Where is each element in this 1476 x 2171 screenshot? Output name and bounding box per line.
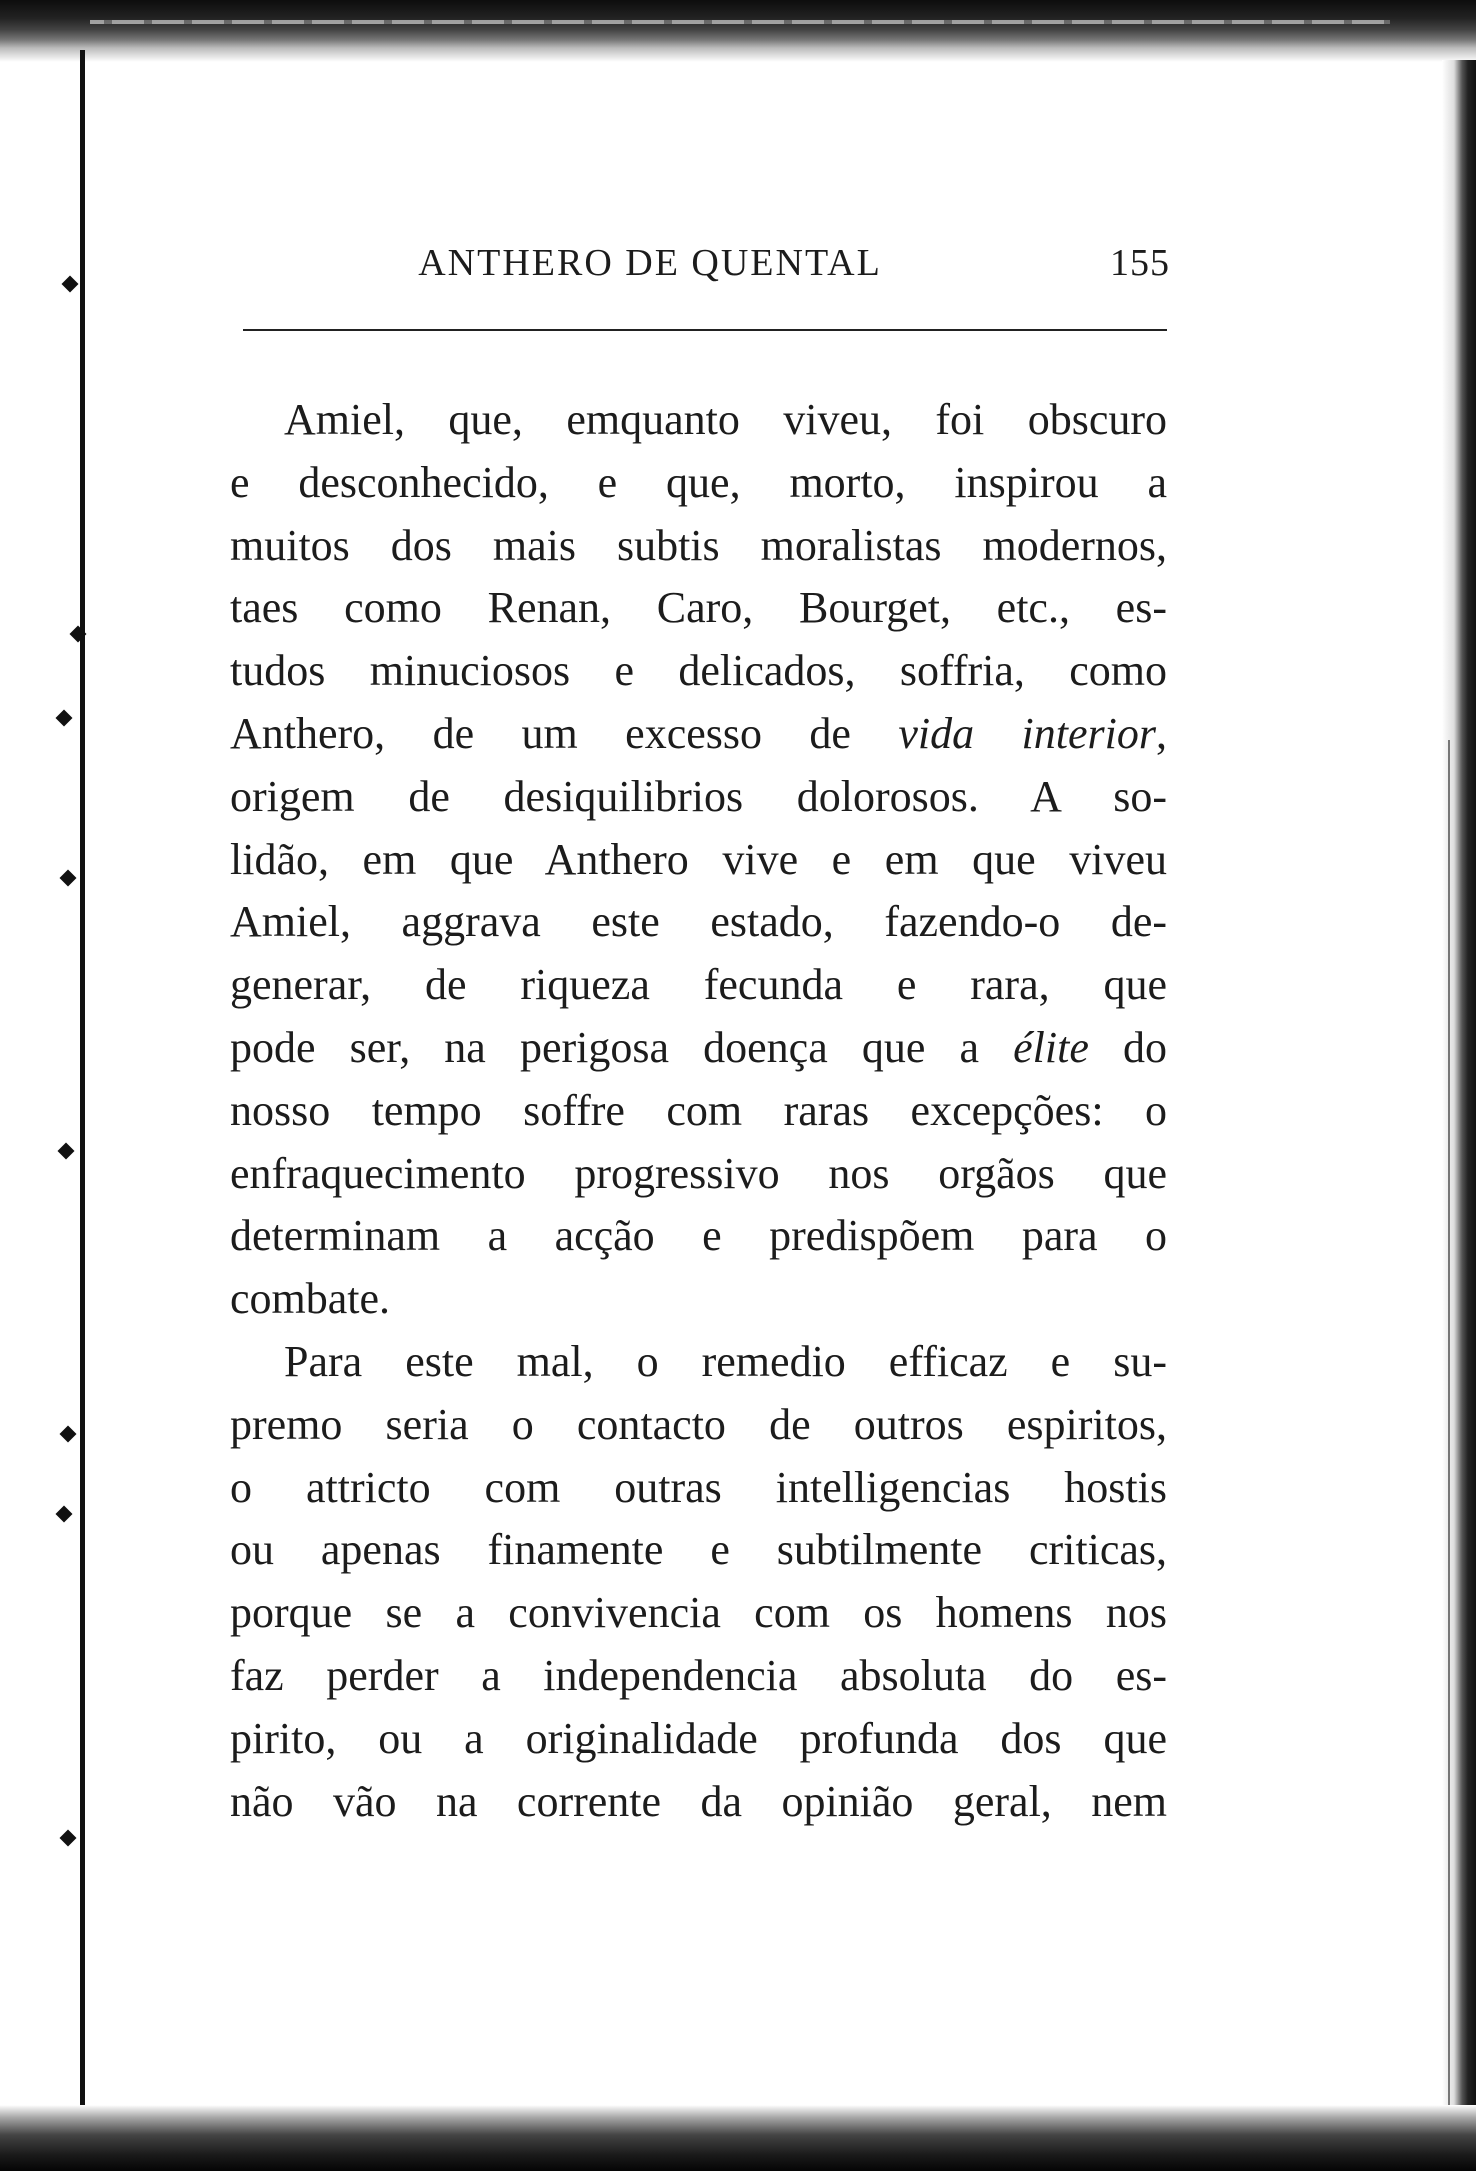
margin-mark	[56, 1506, 73, 1523]
text-line: generar, de riqueza fecunda e rara, que	[230, 960, 1167, 1010]
text-line: e desconhecido, e que, morto, inspirou a	[230, 457, 1167, 507]
text-line: determinam a acção e predispõem para o	[230, 1211, 1167, 1261]
margin-mark	[60, 1426, 77, 1443]
margin-mark	[56, 710, 73, 727]
scan-right-inner-line	[1448, 740, 1450, 2110]
text-line: premo seria o contacto de outros espiritos,	[230, 1399, 1167, 1449]
running-head	[230, 237, 1170, 289]
margin-mark	[58, 1143, 75, 1160]
text-line: Amiel, aggrava este estado, fazendo-o de-	[230, 897, 1167, 947]
margin-mark	[60, 870, 77, 887]
italic-word: élite	[1013, 1022, 1089, 1072]
text-line: o attricto com outras intelligencias hostis	[230, 1462, 1167, 1512]
page-number: 155	[1110, 242, 1170, 284]
text-line: porque se a convivencia com os homens nos	[230, 1588, 1167, 1638]
text-line: nosso tempo soffre com raras excepções: o	[230, 1085, 1167, 1135]
scan-top-edge	[0, 0, 1476, 64]
header-rule	[243, 329, 1167, 331]
text-line: combate.	[230, 1274, 391, 1324]
text-line: enfraquecimento progressivo nos orgãos que	[230, 1148, 1167, 1198]
text-line: origem de desiquilibrios dolorosos. A so-	[230, 771, 1167, 821]
text-line: Para este mal, o remedio efficaz e su-	[284, 1336, 1167, 1386]
text-line: faz perder a independencia absoluta do es-	[230, 1650, 1167, 1700]
margin-mark	[60, 1830, 77, 1847]
text-segment: ,	[1156, 708, 1167, 758]
paragraph-2	[230, 1331, 1167, 1833]
body-text	[230, 389, 1167, 1833]
text-line: muitos dos mais subtis moralistas modernos,	[230, 520, 1167, 570]
scan-bottom-edge	[0, 2105, 1476, 2171]
scan-left-margin-line	[80, 50, 85, 2115]
text-segment: pode ser, na perigosa doença que a	[230, 1022, 1014, 1072]
text-segment: do	[1088, 1022, 1167, 1072]
italic-phrase: vida interior	[898, 708, 1156, 758]
text-line: taes como Renan, Caro, Bourget, etc., es-	[230, 583, 1167, 633]
text-line: pirito, ou a originalidade profunda dos que	[230, 1713, 1167, 1763]
paragraph-1	[230, 389, 1167, 1331]
text-line: não vão na corrente da opinião geral, nem	[230, 1776, 1167, 1826]
text-line	[230, 1017, 1167, 1080]
text-line: lidão, em que Anthero vive e em que viveu	[230, 834, 1167, 884]
scan-top-streak	[90, 20, 1390, 24]
text-line: Amiel, que, emquanto viveu, foi obscuro	[284, 395, 1167, 444]
text-line: ou apenas finamente e subtilmente criticas,	[230, 1525, 1167, 1575]
margin-mark	[62, 276, 79, 293]
running-title: ANTHERO DE QUENTAL	[418, 242, 882, 284]
text-line	[230, 703, 1167, 766]
text-segment: Anthero, de um excesso de	[230, 708, 899, 758]
text-line: tudos minuciosos e delicados, soffria, como	[230, 646, 1167, 696]
